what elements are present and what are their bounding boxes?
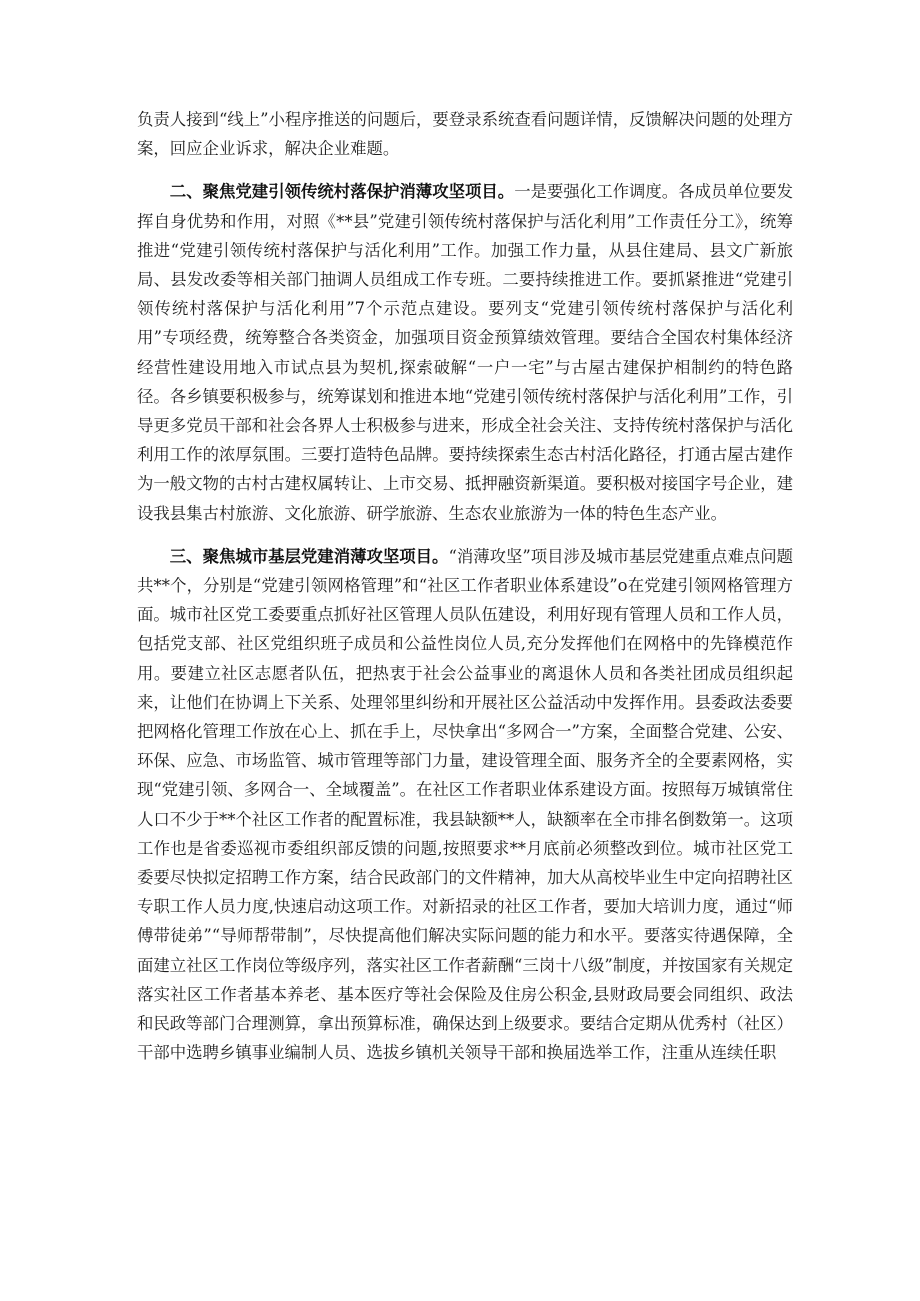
section-3-body: “消薄攻坚”项目涉及城市基层党建重点难点问题共**个，分别是“党建引领网格管理”和“社区工作者职业体系建设”o在党建引领网格管理方面。城市社区党工委要重点抓好社区管理人员队伍建设，利用好现有管理人员和工作人员，包括党支部、社区党组织班子成员和公益性岗位人员,充分发挥他们在网格中的先锋模范作用。要建立社区志愿者队伍，把热衷于社会公益事业的离退休人员和各类社团成员组织起来，让他们在协调上下关系、处理邻里纠纷和开展社区公益活动中发挥作用。县委政法委要把网格化管理工作放在心上、抓在手上，尽快拿出“多网合一”方案，全面整合党建、公安、环保、应急、市场监管、城市管理等部门力量，建设管理全面、服务齐全的全要素网格，实现“党建引领、多网合一、全域覆盖”。在社区工作者职业体系建设方面。按照每万城镇常住人口不少于**个社区工作者的配置标准，我县缺额**人，缺额率在全市排名倒数第一。这项工作也是省委巡视市委组织部反馈的问题,按照要求**月底前必须整改到位。城市社区党工委要尽快拟定招聘工作方案，结合民政部门的文件精神，加大从高校毕业生中定向招聘社区专职工作人员力度,快速启动这项工作。对新招录的社区工作者，要加大培训力度，通过“师傅带徒弟”“导师帮带制”，尽快提高他们解决实际问题的能力和水平。要落实待遇保障，全面建立社区工作岗位等级序列，落实社区工作者薪酬“三岗十八级”制度，并按国家有关规定落实社区工作者基本养老、基本医疗等社会保险及住房公积金,县财政局要会同组织、政法和民政等部门合理测算，拿出预算标准，确保达到上级要求。要结合定期从优秀村（社区）干部中选聘乡镇事业编制人员、选拔乡镇机关领导干部和换届选举工作，注重从连续任职 <box>137 546 794 1063</box>
paragraph-continuation: 负责人接到“线上”小程序推送的问题后，要登录系统查看问题详情，反馈解决问题的处理方案，回应企业诉求，解决企业难题。 <box>137 110 793 159</box>
section-3-heading: 三、聚焦城市基层党建消薄攻坚项目。 <box>169 546 449 566</box>
document-body <box>137 105 793 1068</box>
section-2-body: 一是要强化工作调度。各成员单位要发挥自身优势和作用，对照《**县”党建引领传统村落保护与活化利用”工作责任分工》，统筹推进“党建引领传统村落保护与活化利用”工作。加强工作力量，从县住建局、县文广新旅局、县发改委等相关部门抽调人员组成工作专班。二要持续推进工作。要抓紧推进“党建引领传统村落保护与活化利用”7个示范点建设。要列支“党建引领传统村落保护与活化利用”专项经费，统筹整合各类资金，加强项目资金预算绩效管理。要结合全国农村集体经济经营性建设用地入市试点县为契机,探索破解“一户一宅”与古屋古建保护相制约的特色路径。各乡镇要积极参与，统筹谋划和推进本地“党建引领传统村落保护与活化利用”工作，引导更多党员干部和社会各界人士积极参与进来，形成全社会关注、支持传统村落保护与活化利用工作的浓厚氛围。三要打造特色品牌。要持续探索生态古村活化路径，打通古屋古建作为一般文物的古村古建权属转让、上市交易、抵押融资新渠道。要积极对接国字号企业，建设我县集古村旅游、文化旅游、研学旅游、生态农业旅游为一体的特色生态产业。 <box>137 182 793 523</box>
paragraph-section-3 <box>137 542 793 1068</box>
paragraph-section-2 <box>137 177 793 527</box>
section-2-heading: 二、聚焦党建引领传统村落保护消薄攻坚项目。 <box>169 182 515 202</box>
